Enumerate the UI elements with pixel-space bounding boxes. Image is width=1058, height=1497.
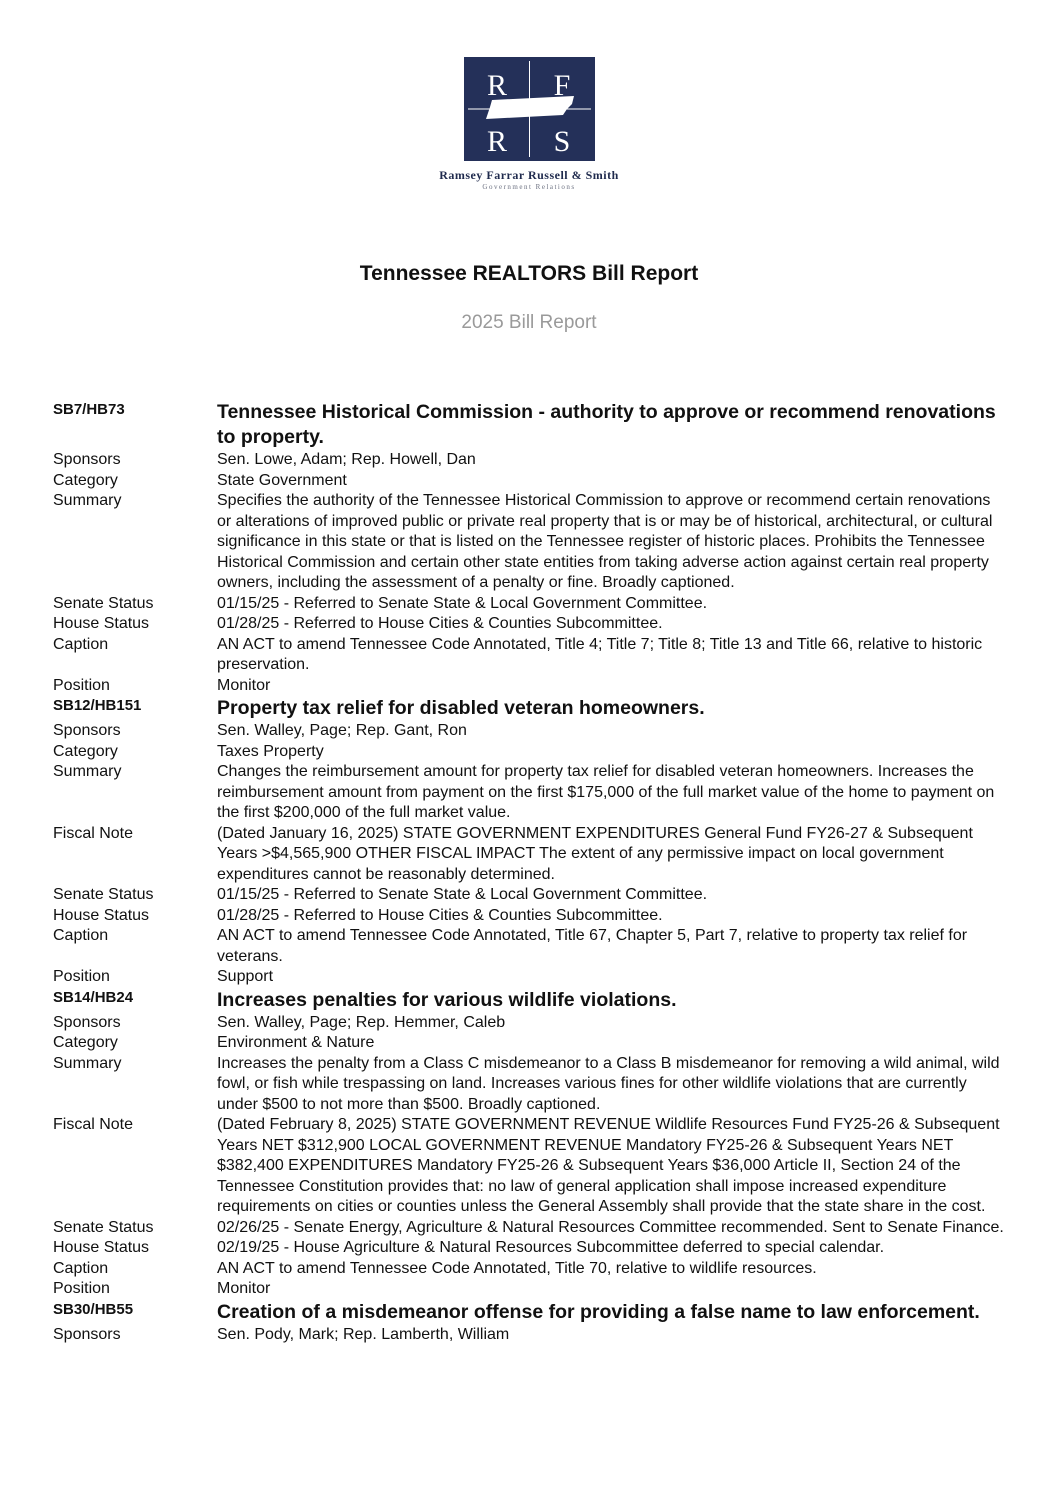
field-value: State Government [217, 471, 347, 489]
field-value: AN ACT to amend Tennessee Code Annotated, Title 70, relative to wildlife resources. [217, 1259, 817, 1277]
logo-letter-r2: R [486, 125, 508, 158]
bill-entry [53, 988, 1013, 1300]
bill-field-row [53, 926, 1013, 967]
bill-number: SB12/HB151 [53, 697, 142, 714]
field-value: AN ACT to amend Tennessee Code Annotated, Title 4; Title 7; Title 8; Title 13 and Title 66, relative to historic preservation. [217, 635, 983, 673]
field-value: Specifies the authority of the Tennessee Historical Commission to approve or recommend certain renovations or alterations of improved public or private real property that is or may be of historical, architectural, or cultural significance in this state or that is listed on the Tennessee register of historic places. Prohibits the Tennessee Historical Commission and certain other state entities from taking adverse action against certain real property owners, including the assessment of a penalty or fine. Broadly captioned. [217, 492, 993, 591]
bill-field-row [53, 1218, 1013, 1239]
field-value: 01/28/25 - Referred to House Cities & Counties Subcommittee. [217, 906, 663, 924]
field-value: Sen. Lowe, Adam; Rep. Howell, Dan [217, 451, 476, 468]
field-label: Senate Status [53, 886, 154, 903]
field-label: Caption [53, 927, 109, 944]
bill-entry [53, 1300, 1013, 1346]
field-label: Summary [53, 1054, 122, 1072]
bill-field-row [53, 967, 1013, 988]
bill-field-row [53, 594, 1013, 615]
field-value: (Dated January 16, 2025) STATE GOVERNMENT EXPENDITURES General Fund FY26-27 & Subsequent Years >$4,565,900 OTHER FISCAL IMPACT The extent of any permissive impact on local government expenditures cannot be reasonably determined. [217, 824, 973, 883]
field-value: Sen. Pody, Mark; Rep. Lamberth, William [217, 1325, 510, 1343]
bill-header [53, 1300, 1013, 1325]
bill-header [53, 988, 1013, 1013]
bill-title: Property tax relief for disabled veteran homeowners. [217, 697, 705, 719]
bill-field-row [53, 906, 1013, 927]
field-label: Caption [53, 635, 109, 653]
bill-field-row [53, 491, 1013, 594]
bill-field-row [53, 762, 1013, 824]
field-label: Summary [53, 492, 122, 509]
field-label: Caption [53, 1259, 109, 1277]
field-value: Changes the reimbursement amount for property tax relief for disabled veteran homeowners. Increases the reimbursement amount from payment on the first $175,000 of the full market value of the home to payment on the first $200,000 of the full market value. [217, 763, 995, 821]
bill-field-row [53, 1259, 1013, 1280]
field-value: Support [217, 968, 274, 985]
field-value: AN ACT to amend Tennessee Code Annotated, Title 67, Chapter 5, Part 7, relative to property tax relief for veterans. [217, 927, 968, 965]
field-value: 02/26/25 - Senate Energy, Agriculture & Natural Resources Committee recommended. Sent to Senate Finance. [217, 1218, 1004, 1236]
bill-number: SB30/HB55 [53, 1300, 134, 1318]
bill-field-row [53, 1033, 1013, 1054]
bill-entry [53, 696, 1013, 988]
field-label: Sponsors [53, 722, 121, 739]
field-label: Senate Status [53, 594, 154, 612]
field-label: House Status [53, 1239, 150, 1256]
bill-entry [53, 400, 1013, 696]
bill-field-row [53, 676, 1013, 697]
field-value: 01/15/25 - Referred to Senate State & Local Government Committee. [217, 886, 708, 903]
report-subtitle: 2025 Bill Report [461, 312, 597, 333]
bill-field-row [53, 614, 1013, 635]
bill-field-row [53, 824, 1013, 886]
field-value: Increases the penalty from a Class C misdemeanor to a Class B misdemeanor for removing a wild animal, wild fowl, or fish while trespassing on land. Increases various fines for other wildlife violations that are currently under $500 to not more than $500. Broadly captioned. [217, 1054, 1000, 1113]
field-value: Monitor [217, 676, 271, 694]
bill-field-row [53, 1238, 1013, 1259]
bill-field-row [53, 1013, 1013, 1034]
field-value: Taxes Property [217, 742, 324, 760]
bill-field-row [53, 742, 1013, 763]
field-value: 02/19/25 - House Agriculture & Natural Resources Subcommittee deferred to special calendar. [217, 1239, 885, 1256]
rfrs-monogram-tennessee-logo [464, 57, 595, 161]
field-label: Sponsors [53, 1325, 121, 1343]
bill-list [53, 400, 1013, 1345]
field-label: Sponsors [53, 451, 121, 468]
bill-field-row [53, 635, 1013, 676]
bill-title: Tennessee Historical Commission - authority to approve or recommend renovations to property. [217, 401, 996, 448]
logo-letter-r1: R [486, 69, 508, 102]
field-value: Sen. Walley, Page; Rep. Hemmer, Caleb [217, 1013, 506, 1031]
field-value: 01/15/25 - Referred to Senate State & Local Government Committee. [217, 594, 708, 612]
field-label: House Status [53, 615, 150, 632]
bill-field-row [53, 1279, 1013, 1300]
bill-header [53, 400, 1013, 450]
bill-field-row [53, 1054, 1013, 1116]
bill-field-row [53, 721, 1013, 742]
field-label: Category [53, 742, 118, 760]
field-label: Category [53, 1034, 118, 1051]
field-label: Category [53, 471, 118, 489]
bill-field-row [53, 471, 1013, 492]
field-label: House Status [53, 906, 150, 924]
field-value: Sen. Walley, Page; Rep. Gant, Ron [217, 722, 467, 739]
bill-number: SB7/HB73 [53, 401, 125, 418]
bill-header [53, 696, 1013, 721]
report-title: Tennessee REALTORS Bill Report [359, 262, 699, 285]
field-value: (Dated February 8, 2025) STATE GOVERNMENT REVENUE Wildlife Resources Fund FY25-26 & Subsequent Years NET $312,900 LOCAL GOVERNMENT REVENUE Mandatory FY25-26 & Subsequent Years NET $382,400 EXPENDITURES Mandatory FY25-26 & Subsequent Years $36,000 Article II, Section 24 of the Tennessee Constitution provides that: no law of general application shall impose increased expenditure requirements on cities or counties unless the General Assembly shall provide that the state share in the cost. [217, 1116, 1000, 1215]
firm-name: Ramsey Farrar Russell & Smith [439, 168, 619, 182]
field-label: Position [53, 676, 110, 694]
logo-letter-s: S [553, 125, 571, 158]
field-value: Monitor [217, 1280, 271, 1297]
field-value: Environment & Nature [217, 1034, 375, 1051]
firm-subtitle: Government Relations [482, 183, 576, 191]
logo-letter-f: F [553, 69, 571, 102]
bill-title: Increases penalties for various wildlife violations. [217, 988, 677, 1011]
field-label: Position [53, 1280, 110, 1297]
field-value: 01/28/25 - Referred to House Cities & Counties Subcommittee. [217, 615, 663, 632]
field-label: Senate Status [53, 1218, 154, 1236]
bill-field-row [53, 885, 1013, 906]
field-label: Fiscal Note [53, 824, 134, 842]
bill-field-row [53, 1115, 1013, 1218]
bill-title: Creation of a misdemeanor offense for providing a false name to law enforcement. [217, 1300, 980, 1323]
bill-field-row [53, 1325, 1013, 1346]
rfrs-logo [464, 57, 595, 161]
bill-number: SB14/HB24 [53, 988, 134, 1006]
field-label: Fiscal Note [53, 1116, 134, 1133]
field-label: Sponsors [53, 1013, 121, 1031]
field-label: Summary [53, 763, 122, 780]
field-label: Position [53, 968, 110, 985]
bill-field-row [53, 450, 1013, 471]
